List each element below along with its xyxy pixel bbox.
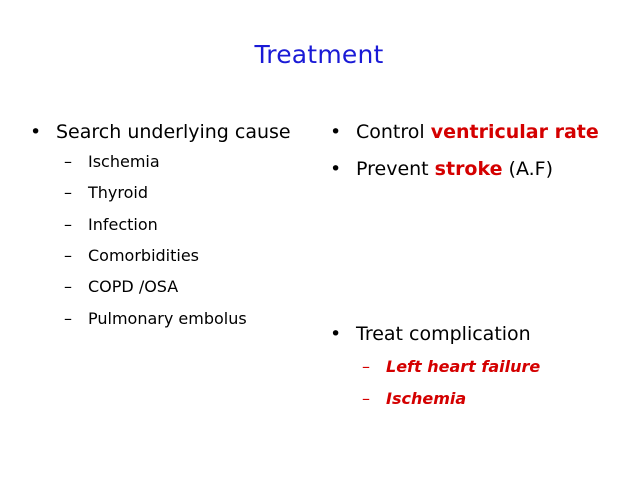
dash-marker: –: [64, 309, 72, 328]
dash-marker: –: [64, 277, 72, 296]
left-subitem-text: Pulmonary embolus: [88, 309, 247, 328]
right-subitem: [362, 389, 466, 409]
bullet-marker: •: [30, 121, 42, 143]
right-bullet-treat: [330, 322, 531, 346]
left-subitem: [64, 309, 247, 329]
stroke-highlight: stroke: [434, 158, 503, 180]
ventricular-rate-highlight: ventricular rate: [430, 121, 599, 143]
left-subitem: [64, 152, 160, 172]
right-bullet-prefix: Prevent: [356, 158, 435, 180]
left-subitem-text: Infection: [88, 215, 158, 234]
ischemia-text: Ischemia: [386, 389, 467, 408]
left-subitem: [64, 277, 178, 297]
dash-marker: –: [64, 215, 72, 234]
right-bullet-text: Treat complication: [356, 323, 531, 345]
left-subitem: [64, 246, 199, 266]
dash-marker: –: [64, 246, 72, 265]
dash-marker: –: [362, 389, 370, 408]
dash-marker: –: [64, 183, 72, 202]
left-subitem: [64, 183, 148, 203]
right-bullet-prefix: Control: [356, 121, 431, 143]
left-bullet: [30, 120, 291, 144]
bullet-marker: •: [330, 121, 342, 143]
left-heart-failure-text: Left heart failure: [386, 357, 541, 376]
left-subitem-text: COPD /OSA: [88, 277, 179, 296]
dash-marker: –: [64, 152, 72, 171]
right-bullet-control: [330, 120, 599, 144]
dash-marker: –: [362, 357, 370, 376]
left-bullet-text: Search underlying cause: [56, 121, 291, 143]
bullet-marker: •: [330, 158, 342, 180]
right-bullet-prevent: [330, 157, 553, 181]
slide-title: Treatment: [254, 40, 384, 69]
right-bullet-suffix: (A.F): [502, 158, 553, 180]
left-subitem: [64, 215, 158, 235]
bullet-marker: •: [330, 323, 342, 345]
left-subitem-text: Ischemia: [88, 152, 160, 171]
left-subitem-text: Comorbidities: [88, 246, 200, 265]
right-subitem: [362, 357, 540, 377]
left-subitem-text: Thyroid: [88, 183, 148, 202]
